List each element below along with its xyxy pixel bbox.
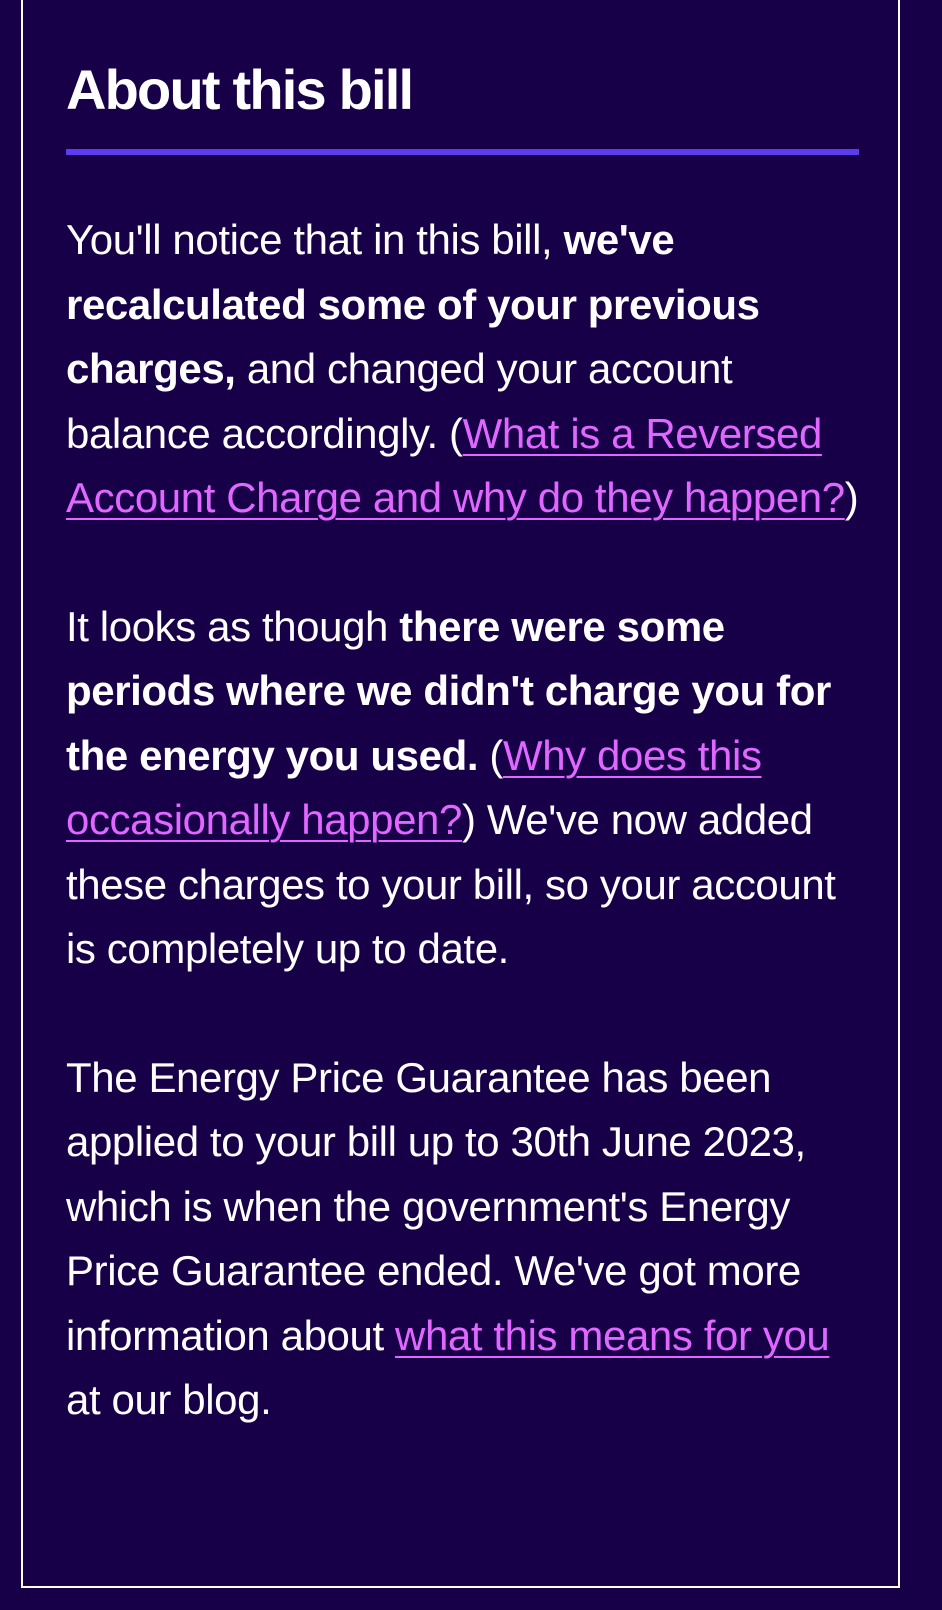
reversed-account-charge-link[interactable]: What is a Reversed Account Charge and why do they happen? bbox=[66, 409, 845, 521]
para1-text-1: You'll notice that in this bill, bbox=[66, 216, 564, 263]
about-bill-card bbox=[21, 0, 900, 1588]
para1-text-3: ) bbox=[844, 474, 859, 521]
para2-text-3: ) We've now added these charges to your bill, so your account is completely up to date. bbox=[66, 796, 836, 972]
uncharged-periods-paragraph bbox=[66, 595, 861, 982]
title-underline bbox=[66, 149, 859, 155]
section-title: About this bill bbox=[66, 58, 413, 121]
what-this-means-link[interactable]: what this means for you bbox=[395, 1311, 830, 1359]
para3-text-2: at our blog. bbox=[66, 1376, 272, 1423]
para1-text-2: and changed your account balance accordingly. ( bbox=[66, 345, 733, 457]
energy-price-guarantee-paragraph bbox=[66, 1046, 861, 1433]
why-does-this-happen-link[interactable]: Why does this occasionally happen? bbox=[66, 731, 762, 843]
para2-text-1: It looks as though bbox=[66, 602, 400, 650]
recalculated-charges-paragraph bbox=[66, 208, 861, 531]
para2-text-2: ( bbox=[478, 731, 503, 779]
about-bill-content bbox=[66, 0, 861, 1433]
para2-bold-text: there were some periods where we didn't charge you for the energy you used. bbox=[66, 602, 831, 779]
para1-bold-text: we've recalculated some of your previous charges, bbox=[66, 216, 760, 392]
para3-text-1: The Energy Price Guarantee has been applied to your bill up to 30th June 2023, which is when the government's Energy Price Guarantee ended. We've got more information about bbox=[66, 1053, 806, 1359]
